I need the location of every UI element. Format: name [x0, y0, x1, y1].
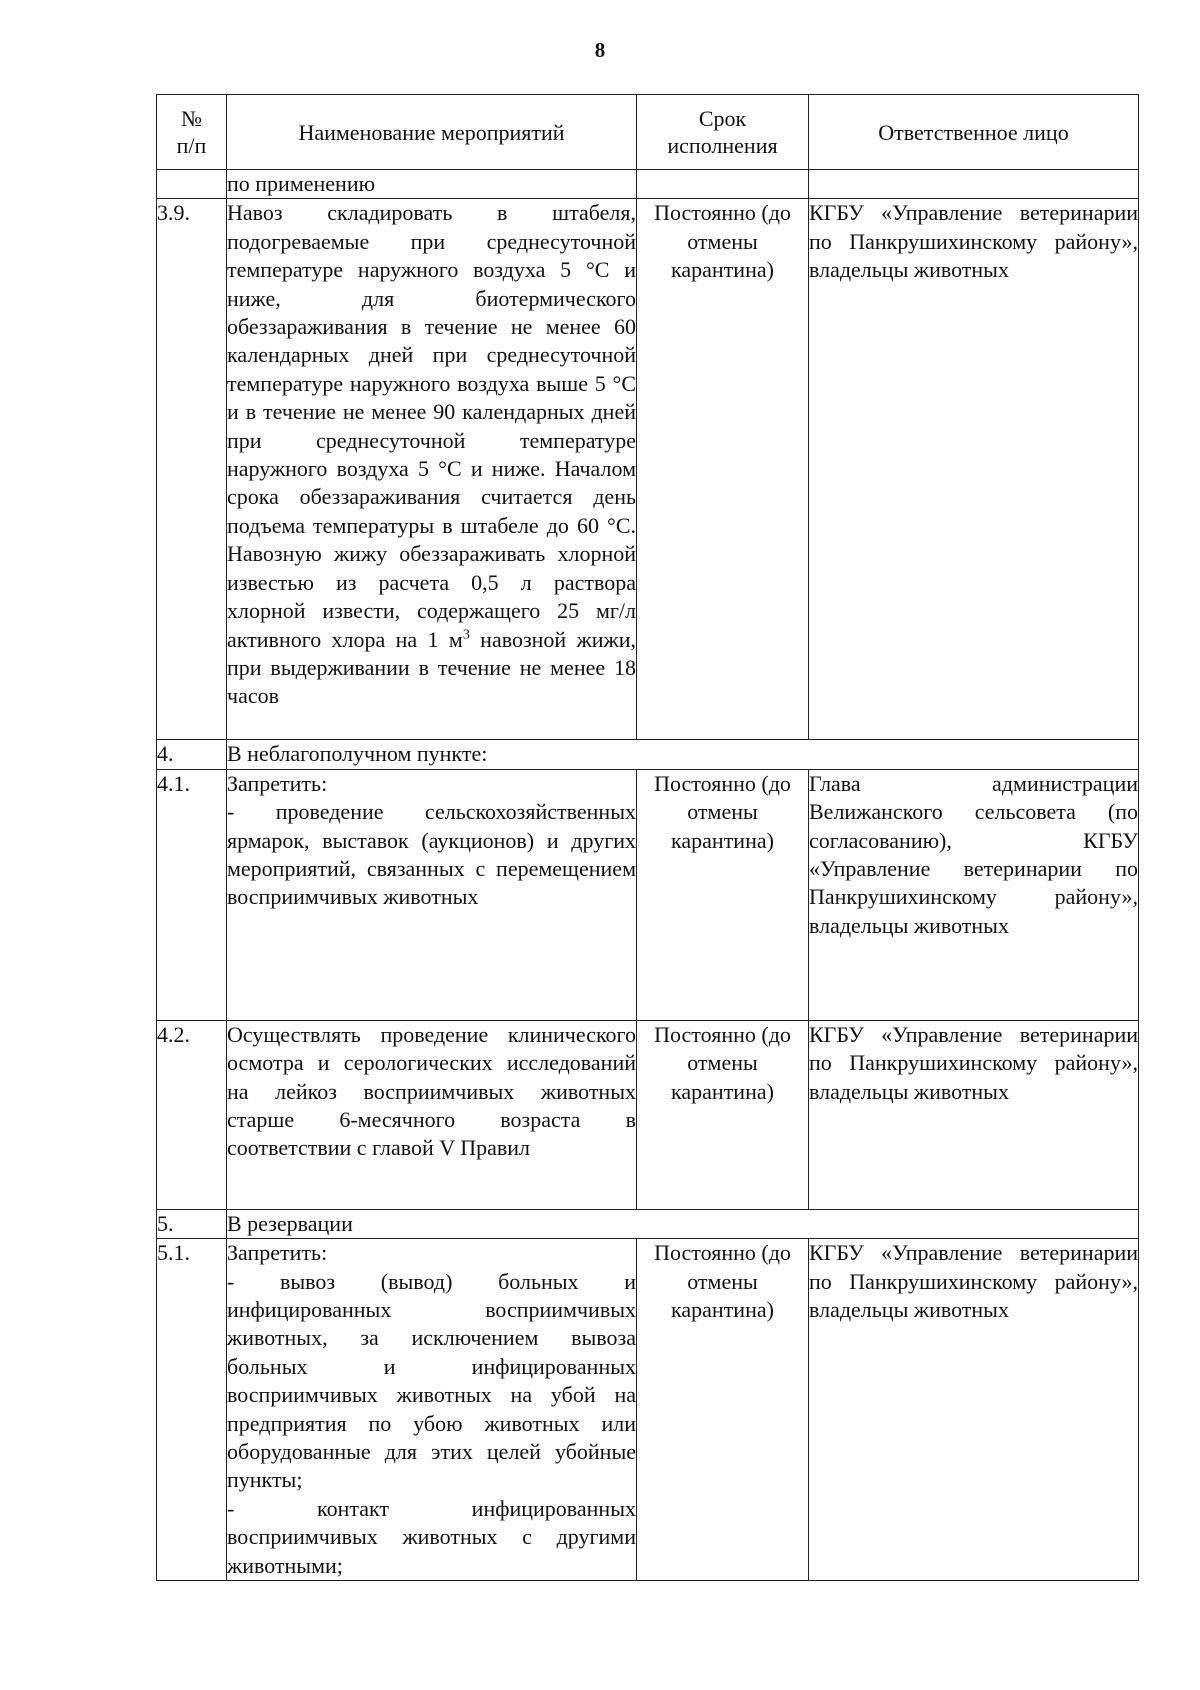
header-term: Срок исполнения: [637, 95, 809, 170]
row-term: Постоянно (до отмены карантина): [637, 199, 809, 740]
row-measure: Осуществлять проведение клинического осмотра и серологических исследований на лейкоз восприимчивых животных старше 6-месячного возраста в соответствии с главой V Правил: [227, 1020, 637, 1209]
section-row: [157, 1209, 1139, 1238]
row-term: Постоянно (до отмены карантина): [637, 1239, 809, 1581]
page-number: 8: [594, 38, 606, 62]
section-title: В резервации: [227, 1209, 1139, 1238]
row-responsible: Глава администрации Велижанского сельсовета (по согласованию), КГБУ «Управление ветеринарии по Панкрушихинскому району», владельцы животных: [809, 769, 1139, 1020]
superscript: 3: [462, 627, 470, 643]
row-responsible: КГБУ «Управление ветеринарии по Панкрушихинскому району», владельцы животных: [809, 199, 1139, 740]
continuation-row: [157, 170, 1139, 199]
table-row: [157, 1239, 1139, 1581]
measure-item: - контакт инфицированных восприимчивых животных с другими животными;: [227, 1495, 636, 1578]
section-row: [157, 740, 1139, 769]
continuation-num: [157, 170, 227, 199]
row-num: 5.1.: [157, 1239, 227, 1581]
header-num: № п/п: [157, 95, 227, 170]
measure-intro: Запретить:: [227, 770, 328, 796]
row-term: Постоянно (до отмены карантина): [637, 769, 809, 1020]
table-row: [157, 199, 1139, 740]
section-num: 5.: [157, 1209, 227, 1238]
row-measure: [227, 1239, 637, 1581]
table-row: [157, 1020, 1139, 1209]
table-row: [157, 769, 1139, 1020]
row-responsible: КГБУ «Управление ветеринарии по Панкрушихинскому району», владельцы животных: [809, 1020, 1139, 1209]
continuation-term: [637, 170, 809, 199]
measure-text-cont: навозной жижи, при выдерживании в течение не менее 18 часов: [227, 626, 637, 709]
header-name: Наименование мероприятий: [227, 95, 637, 170]
measure-item: - проведение сельскохозяйственных ярмарок, выставок (аукционов) и других мероприятий, связанных с перемещением восприимчивых животных: [227, 799, 636, 910]
row-measure: [227, 199, 637, 740]
measure-item: - вывоз (вывод) больных и инфицированных восприимчивых животных, за исключением вывоза больных и инфицированных восприимчивых животных на убой на предприятия по убою животных или оборудованные для этих целей убойные пункты;: [227, 1268, 636, 1493]
section-title: В неблагополучном пункте:: [227, 740, 1139, 769]
row-measure: [227, 769, 637, 1020]
row-num: 4.2.: [157, 1020, 227, 1209]
measures-table: [156, 94, 1139, 1581]
row-num: 4.1.: [157, 769, 227, 1020]
row-num: 3.9.: [157, 199, 227, 740]
measure-text: Навоз складировать в штабеля, подогреваемые при среднесуточной температуре наружного воздуха 5 °C и ниже, для биотермического обеззараживания в течение не менее 60 календарных дней при среднесуточной температуре наружного воздуха выше 5 °C и в течение не менее 90 календарных дней при среднесуточной температуре наружного воздуха 5 °C и ниже. Началом срока обеззараживания считается день подъема температуры в штабеле до 60 °C. Навозную жижу обеззараживать хлорной известью из расчета 0,5 л раствора хлорной извести, содержащего 25 мг/л активного хлора на 1 м: [227, 200, 636, 652]
table-header-row: [157, 95, 1139, 170]
row-responsible: КГБУ «Управление ветеринарии по Панкрушихинскому району», владельцы животных: [809, 1239, 1139, 1581]
section-num: 4.: [157, 740, 227, 769]
row-term: Постоянно (до отмены карантина): [637, 1020, 809, 1209]
continuation-resp: [809, 170, 1139, 199]
continuation-text: по применению: [227, 170, 637, 199]
measure-intro: Запретить:: [227, 1240, 328, 1266]
header-responsible: Ответственное лицо: [809, 95, 1139, 170]
